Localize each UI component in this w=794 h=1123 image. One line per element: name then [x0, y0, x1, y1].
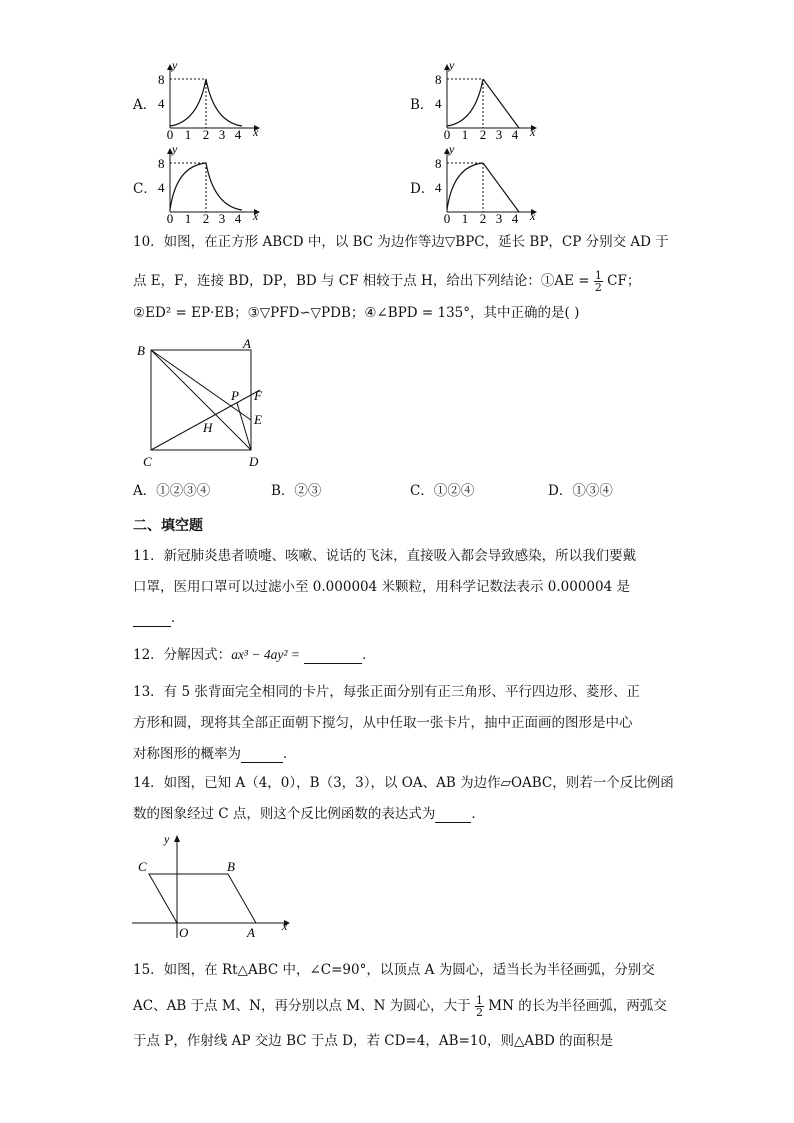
q15-line1: 15．如图，在 Rt△ABC 中，∠C=90°，以顶点 A 为圆心，适当长为半径画弧，分别交 [133, 962, 655, 978]
x-tick-4: 4 [234, 211, 242, 224]
y-axis-label: y [172, 60, 178, 72]
q10-line1: 10．如图，在正方形 ABCD 中，以 BC 为边作等边▽BPC，延长 BP，CP 分别交 AD 于 [133, 234, 669, 250]
q11-line3 [133, 609, 185, 627]
x-axis-label: x [530, 125, 536, 139]
q14-line2 [133, 805, 485, 823]
x-tick-2: 2 [479, 211, 487, 224]
frac-num: 1 [594, 269, 602, 282]
x-tick-3: 3 [218, 211, 226, 224]
section-title-fill-blank: 二、填空题 [133, 518, 203, 534]
option-c-label: C． [133, 181, 157, 197]
x-tick-2: 2 [202, 211, 210, 224]
label-c: C [143, 454, 152, 468]
x-tick-3: 3 [495, 211, 503, 224]
option-d-label: D． [410, 181, 435, 197]
y-tick-4: 4 [435, 96, 442, 111]
graph-option-b [427, 60, 539, 140]
label-f: F [254, 388, 262, 403]
q14-answer-blank[interactable] [435, 808, 471, 823]
q15-line2 [133, 995, 667, 1018]
x-tick-0: 0 [166, 211, 174, 224]
y-tick-4: 4 [435, 180, 442, 195]
y-tick-4: 4 [158, 96, 165, 111]
x-tick-4: 4 [234, 127, 242, 140]
q10-option-a[interactable]: A．①②③④ [133, 483, 211, 499]
q13-line2: 方形和圆，现将其全部正面朝下搅匀，从中任取一张卡片，抽中正面画的图形是中心 [133, 715, 633, 731]
x-tick-0: 0 [443, 211, 451, 224]
q11-period: ． [171, 610, 185, 626]
q14-period: ． [471, 806, 485, 822]
q12-line [133, 646, 376, 664]
q11-answer-blank[interactable] [133, 612, 171, 627]
x-tick-3: 3 [495, 127, 503, 140]
y-axis-label: y [164, 832, 170, 846]
label-b: B [137, 343, 145, 358]
x-tick-4: 4 [511, 127, 519, 140]
q12-expression: ax³ − 4ay² = [231, 647, 300, 662]
q14-parallelogram-figure [128, 830, 298, 942]
label-a: A [247, 925, 255, 940]
q15-line3: 于点 P，作射线 AP 交边 BC 于点 D，若 CD=4，AB=10，则△ABD 的面积是 [133, 1033, 614, 1049]
q12-answer-blank[interactable] [304, 649, 362, 664]
x-axis-label: x [253, 209, 259, 223]
q15-line2-text: AC、AB 于点 M、N，再分别以点 M、N 为圆心，大于 [133, 998, 471, 1014]
graph-option-a [150, 60, 260, 140]
q14-line1: 14．如图，已知 A（4，0），B（3，3），以 OA、AB 为边作▱OABC，则若一个反比例函 [133, 775, 674, 791]
y-tick-4: 4 [158, 180, 165, 195]
x-axis-label: x [282, 919, 288, 933]
x-axis-label: x [530, 209, 536, 223]
graph-option-c [150, 144, 260, 224]
label-o: O [179, 925, 189, 940]
fraction-half [594, 270, 603, 293]
frac-den: 2 [594, 281, 602, 294]
fraction-half [475, 995, 484, 1018]
x-tick-2: 2 [202, 127, 210, 140]
x-tick-1: 1 [184, 127, 192, 140]
y-tick-8: 8 [435, 156, 442, 171]
x-tick-4: 4 [511, 211, 519, 224]
q13-answer-blank[interactable] [241, 748, 283, 763]
q10-option-d[interactable]: D．①③④ [548, 483, 613, 499]
q11-line2: 口罩，医用口罩可以过滤小至 0.000004 米颗粒，用科学记数法表示 0.000004 是 [133, 579, 630, 595]
q10-option-c[interactable]: C．①②④ [410, 483, 475, 499]
q10-line2 [133, 270, 640, 293]
q12-text: 12．分解因式： [133, 647, 232, 663]
y-axis-label: y [172, 144, 178, 156]
y-tick-8: 8 [435, 72, 442, 87]
q15-line2-tail: MN 的长为半径画弧，两弧交 [488, 998, 667, 1014]
label-b: B [227, 859, 235, 874]
q13-line3-text: 对称图形的概率为 [133, 746, 241, 762]
x-tick-1: 1 [461, 127, 469, 140]
frac-den: 2 [475, 1006, 483, 1019]
x-tick-0: 0 [166, 127, 174, 140]
option-b-label: B． [410, 97, 434, 113]
frac-num: 1 [475, 994, 483, 1007]
q10-square-figure [135, 338, 270, 468]
q10-line2-text: 点 E，F，连接 BD，DP，BD 与 CF 相较于点 H，给出下列结论：①AE = [133, 273, 590, 289]
x-tick-2: 2 [479, 127, 487, 140]
q10-line2-tail: CF； [607, 273, 641, 289]
label-d: D [249, 454, 259, 468]
q12-period: ． [362, 647, 376, 663]
x-axis-label: x [253, 125, 259, 139]
q13-line3 [133, 745, 297, 763]
q10-option-b[interactable]: B．②③ [271, 483, 322, 499]
label-a: A [243, 338, 251, 351]
q10-line3: ②ED² = EP·EB；③▽PFD∽▽PDB；④∠BPD = 135°，其中正确的是( ) [133, 305, 580, 321]
x-tick-1: 1 [184, 211, 192, 224]
q14-line2-text: 数的图象经过 C 点，则这个反比例函数的表达式为 [133, 806, 436, 822]
q11-line1: 11．新冠肺炎患者喷嚏、咳嗽、说话的飞沫，直接吸入都会导致感染，所以我们要戴 [133, 548, 637, 564]
label-h: H [203, 420, 213, 435]
x-tick-0: 0 [443, 127, 451, 140]
q13-line1: 13．有 5 张背面完全相同的卡片，每张正面分别有正三角形、平行四边形、菱形、正 [133, 684, 640, 700]
y-tick-8: 8 [158, 156, 165, 171]
label-p: P [231, 388, 239, 403]
graph-option-d [427, 144, 539, 224]
label-c: C [138, 859, 147, 874]
option-a-label: A． [133, 97, 157, 113]
x-tick-1: 1 [461, 211, 469, 224]
y-axis-label: y [449, 144, 455, 156]
y-axis-label: y [449, 60, 455, 72]
label-e: E [254, 412, 262, 427]
q13-period: ． [283, 746, 297, 762]
y-tick-8: 8 [158, 72, 165, 87]
x-tick-3: 3 [218, 127, 226, 140]
